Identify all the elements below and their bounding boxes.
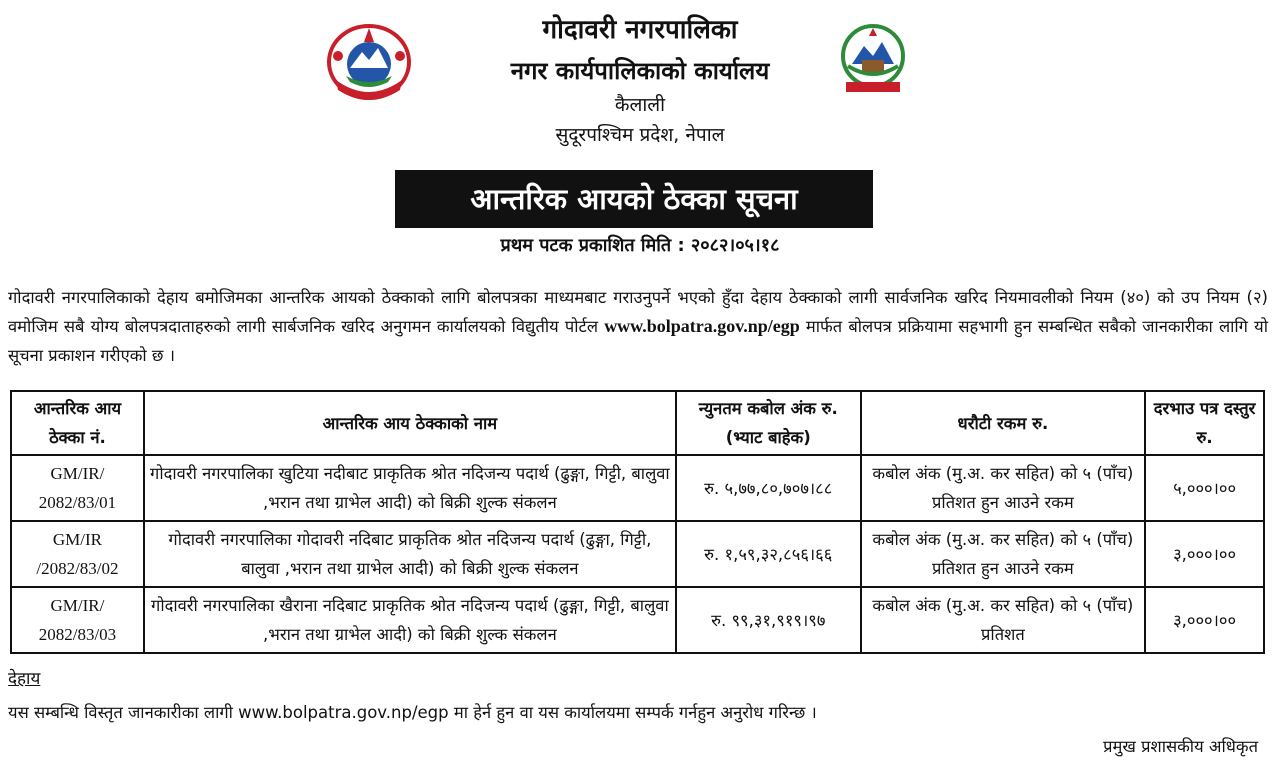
- contract-no-cell: GM/IR /2082/83/02: [11, 521, 144, 587]
- notice-title: आन्तरिक आयको ठेक्का सूचना: [395, 170, 873, 228]
- table-row: [11, 521, 1264, 587]
- contracts-table: [10, 390, 1265, 654]
- letterhead: [0, 8, 1280, 150]
- footer-heading: देहाय: [8, 669, 41, 689]
- deposit-cell: कबोल अंक (मु.अ. कर सहित) को ५ (पाँच) प्रतिशत हुन आउने रकम: [861, 521, 1145, 587]
- min-bid-cell: रु. १,५९,३२,८५६।६६: [676, 521, 861, 587]
- table-row: [11, 455, 1264, 521]
- header-min-bid: न्युनतम कबोल अंक रु. (भ्याट बाहेक): [676, 391, 861, 455]
- deposit-cell: कबोल अंक (मु.अ. कर सहित) को ५ (पाँच) प्रतिशत हुन आउने रकम: [861, 455, 1145, 521]
- publication-date: प्रथम पटक प्रकाशित मिति : २०८२।०५।१८: [500, 235, 780, 256]
- municipality-name: गोदावरी नगरपालिका: [542, 15, 738, 45]
- fee-cell: ५,०००।००: [1145, 455, 1264, 521]
- district-name: कैलाली: [614, 94, 666, 116]
- header-contract-name: आन्तरिक आय ठेक्काको नाम: [144, 391, 676, 455]
- footer-note: यस सम्बन्धि विस्तृत जानकारीका लागी www.bolpatra.gov.np/egp मा हेर्न हुन वा यस कार्यालयमा सम्पर्क गर्नहुन अनुरोध गरिन्छ ।: [8, 703, 817, 722]
- min-bid-cell: रु. ९९,३१,९१९।९७: [676, 587, 861, 653]
- table-header-row: [11, 391, 1264, 455]
- contract-no-cell: GM/IR/ 2082/83/03: [11, 587, 144, 653]
- contract-name-cell: गोदावरी नगरपालिका खुटिया नदीबाट प्राकृतिक श्रोत नदिजन्य पदार्थ (ढुङ्गा, गिट्टी, बालुवा ,भरान तथा ग्राभेल आदी) को बिक्री शुल्क संकलन: [144, 455, 676, 521]
- intro-paragraph: [8, 283, 1268, 370]
- contract-name-cell: गोदावरी नगरपालिका खैराना नदिबाट प्राकृतिक श्रोत नदिजन्य पदार्थ (ढुङ्गा, गिट्टी, बालुवा ,भरान तथा ग्राभेल आदी) को बिक्री शुल्क संकलन: [144, 587, 676, 653]
- signatory-title: प्रमुख प्रशासकीय अधिकृत: [1103, 737, 1258, 756]
- bolpatra-link[interactable]: www.bolpatra.gov.np/egp: [604, 316, 800, 336]
- intro-text-after: मार्फत बोलपत्र प्रक्रियामा सहभागी हुन सम्बन्धित सबैको जानकारीका लागि यो सूचना प्रकाशन गरीएको छ ।: [8, 317, 1268, 365]
- fee-cell: ३,०००।००: [1145, 521, 1264, 587]
- table-row: [11, 587, 1264, 653]
- header-fee: दरभाउ पत्र दस्तुर रु.: [1145, 391, 1264, 455]
- deposit-cell: कबोल अंक (मु.अ. कर सहित) को ५ (पाँच) प्रतिशत: [861, 587, 1145, 653]
- office-name: नगर कार्यपालिकाको कार्यालय: [510, 57, 770, 85]
- contract-no-cell: GM/IR/ 2082/83/01: [11, 455, 144, 521]
- province-name: सुदूरपश्चिम प्रदेश, नेपाल: [555, 124, 725, 146]
- header-contract-no: आन्तरिक आय ठेक्का नं.: [11, 391, 144, 455]
- min-bid-cell: रु. ५,७७,८०,७०७।८८: [676, 455, 861, 521]
- header-deposit: धरौटी रकम रु.: [861, 391, 1145, 455]
- intro-text-before: गोदावरी नगरपालिकाको देहाय बमोजिमका आन्तरिक आयको ठेक्काको लागि बोलपत्रका माध्यमबाट गराउनुपर्ने भएको हुँदा देहाय ठेक्काको लागी सार्वजनिक खरिद नियमावलीको नियम (४०) को उप नियम (२) वमोजिम सबै योग्य बोलपत्रदाताहरुको लागी सार्बजनिक खरिद अनुगमन कार्यालयको विद्युतीय पोर्टल: [8, 288, 1268, 336]
- contract-name-cell: गोदावरी नगरपालिका गोदावरी नदिबाट प्राकृतिक श्रोत नदिजन्य पदार्थ (ढुङ्गा, गिट्टी, बालुवा ,भरान तथा ग्राभेल आदी) को बिक्री शुल्क संकलन: [144, 521, 676, 587]
- fee-cell: ३,०००।००: [1145, 587, 1264, 653]
